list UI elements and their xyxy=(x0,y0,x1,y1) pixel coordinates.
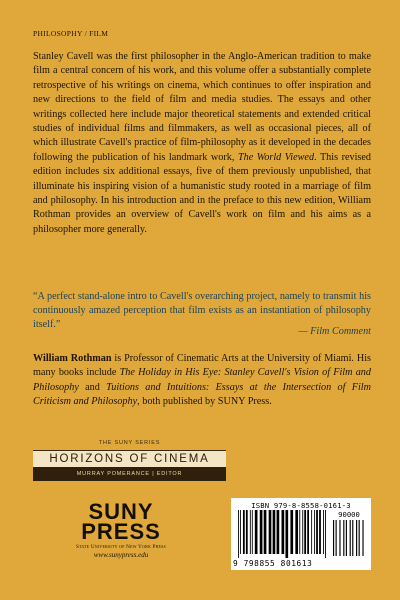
author-bio xyxy=(33,352,371,410)
description-paragraph xyxy=(33,50,371,237)
barcode-addon-bars xyxy=(332,520,366,558)
barcode-bar xyxy=(336,520,337,556)
ean-number: 9 798855 801613 xyxy=(233,559,313,568)
barcode-bar xyxy=(250,510,251,554)
barcode-bar xyxy=(290,510,293,554)
barcode-bar xyxy=(260,510,263,554)
barcode-bar xyxy=(273,510,276,554)
publisher-url: www.sunypress.edu xyxy=(93,551,149,559)
series-logo xyxy=(33,440,226,488)
isbn-text: ISBN 979-8-8558-0161-3 xyxy=(251,501,351,510)
barcode-bars xyxy=(237,510,329,558)
barcode-bar xyxy=(323,510,324,554)
barcode-bar xyxy=(238,510,239,558)
barcode-bar xyxy=(269,510,272,554)
barcode-bar xyxy=(285,510,288,558)
barcode-bar xyxy=(333,520,334,556)
series-band xyxy=(33,450,226,467)
barcode-bar xyxy=(277,510,280,554)
isbn-barcode xyxy=(231,498,371,570)
barcode-bar xyxy=(314,510,315,554)
barcode-bar xyxy=(346,520,347,556)
publisher-subtitle: State University of New York Press xyxy=(75,544,166,550)
barcode-bar xyxy=(362,520,363,556)
barcode-bar xyxy=(356,520,357,556)
barcode-bar xyxy=(319,510,321,554)
barcode-bar xyxy=(302,510,303,554)
barcode-addon-number: 90000 xyxy=(338,510,360,519)
description-text-1: Stanley Cavell was the first philosopher in the Anglo-American tradition to make film a central concern of his work, and this volume offer a substantially complete retrospective of his writings on cinema, which continues to offer inspiration and new directions to the field of film and media studies. The essays and other writings collected here include major theoretical statements and extended critical studies of individual films and filmmakers, as well as occasional pieces, all of which illustrate Cavell's practice of film-philosophy as it developed in the decades following the publication of his landmark work, xyxy=(33,51,371,163)
barcode-bar xyxy=(255,510,258,554)
barcode-bar xyxy=(316,510,318,554)
barcode-bar xyxy=(246,510,248,554)
barcode-bar xyxy=(264,510,267,554)
barcode-bar xyxy=(282,510,285,554)
barcode-bar xyxy=(352,520,353,556)
bio-text-1: is Professor of Cinematic Arts at the University of Miami. His many books include xyxy=(33,353,371,379)
barcode-bar xyxy=(252,510,253,554)
bio-text-2: and xyxy=(78,381,107,393)
barcode-bar xyxy=(350,520,351,556)
series-label: THE SUNY SERIES xyxy=(98,440,161,446)
barcode-bar xyxy=(243,510,245,554)
barcode-bar xyxy=(240,510,241,554)
bio-text-3: , both published by SUNY Press. xyxy=(137,396,272,408)
barcode-bar xyxy=(325,510,326,558)
barcode-bar xyxy=(359,520,360,556)
barcode-bar xyxy=(343,520,344,556)
review-quote: “A perfect stand-alone intro to Cavell's overarching project, namely to transmit his continuously amazed perception that film exists as an instantiation of philosophy itself.” xyxy=(33,291,371,330)
description-text-2: . This revised edition includes six additional essays, five of them previously unpublished, that illuminate his inspiring vision of a humanistic study rooted in a marriage of film and philosophy. In his introduction and in the preface to this new edition, William Rothman provides an overview of Cavell's work on film and his aims as a philosopher more generally. xyxy=(33,151,371,235)
barcode-bar xyxy=(295,510,298,554)
barcode-bar xyxy=(304,510,306,554)
bio-book-2: Tuitions and Intuitions: Essays at the Intersection of Film Criticism and Philosophy xyxy=(33,381,371,408)
publisher-name-line2: PRESS xyxy=(81,519,161,544)
barcode-bar xyxy=(299,510,300,554)
category-label: PHILOSOPHY / FILM xyxy=(33,29,109,38)
barcode-bar xyxy=(311,510,312,554)
series-name: HORIZONS OF CINEMA xyxy=(49,453,210,465)
bio-book-1: The Holiday in His Eye: Stanley Cavell's Vision of Film and Philosophy xyxy=(33,367,371,393)
quote-attribution: — Film Comment xyxy=(298,326,371,337)
publisher-logo xyxy=(56,499,186,559)
author-name: William Rothman xyxy=(33,353,112,364)
barcode-bar xyxy=(339,520,340,556)
book-title-world-viewed: The World Viewed xyxy=(237,151,315,163)
series-editor: MURRAY POMERANCE | EDITOR xyxy=(33,467,226,481)
publisher-name-line1: SUNY xyxy=(88,499,154,524)
barcode-bar xyxy=(307,510,309,554)
